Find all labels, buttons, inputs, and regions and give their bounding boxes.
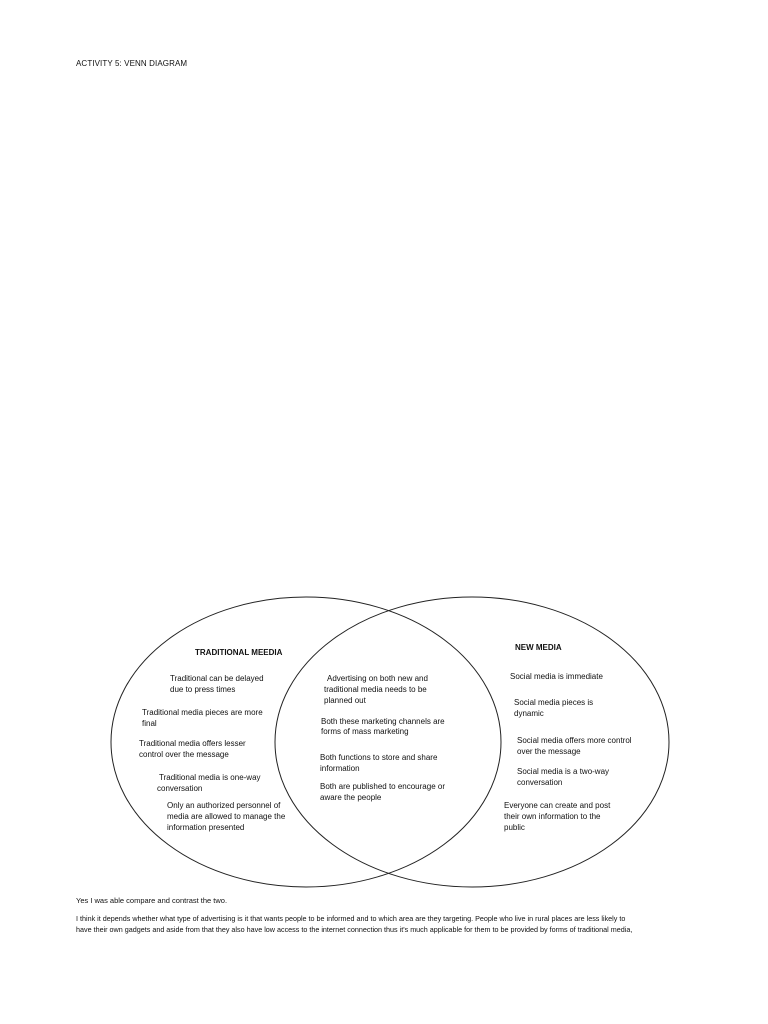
traditional-item-2: Traditional media pieces are more final (142, 708, 263, 728)
page-title: ACTIVITY 5: VENN DIAGRAM (76, 59, 188, 68)
new-media-item-3: Social media offers more control over the message (517, 736, 632, 756)
both-item-1: Advertising on both new and traditional media needs to be planned out (324, 674, 428, 705)
traditional-item-1: Traditional can be delayed due to press times (170, 674, 264, 694)
traditional-item-4: Traditional media is one-way conversation (157, 773, 261, 793)
traditional-item-3: Traditional media offers lesser control over the message (139, 739, 246, 759)
answer-paragraph-line-2: have their own gadgets and aside from that they also have low access to the internet connection thus it's much applicable for them to be provided by forms of traditional media, (76, 925, 633, 934)
new-media-item-4: Social media is a two-way conversation (517, 767, 610, 787)
answer-paragraph-line-1: I think it depends whether what type of advertising is it that wants people to be informed and to which area are they targeting. People who live in rural places are less likely to (76, 914, 626, 923)
both-item-4: Both are published to encourage or aware the people (320, 782, 445, 802)
traditional-item-5: Only an authorized personnel of media are allowed to manage the information presented (167, 801, 286, 832)
new-media-item-2: Social media pieces is dynamic (514, 698, 594, 718)
traditional-media-heading: TRADITIONAL MEEDIA (195, 648, 283, 657)
new-media-item-5: Everyone can create and post their own information to the public (504, 801, 611, 832)
both-item-2: Both these marketing channels are forms of mass marketing (321, 717, 445, 736)
both-item-3: Both functions to store and share information (320, 753, 438, 773)
answer-line-1: Yes I was able compare and contrast the two. (76, 896, 228, 905)
new-media-item-1: Social media is immediate (510, 672, 603, 681)
new-media-heading: NEW MEDIA (515, 643, 562, 652)
